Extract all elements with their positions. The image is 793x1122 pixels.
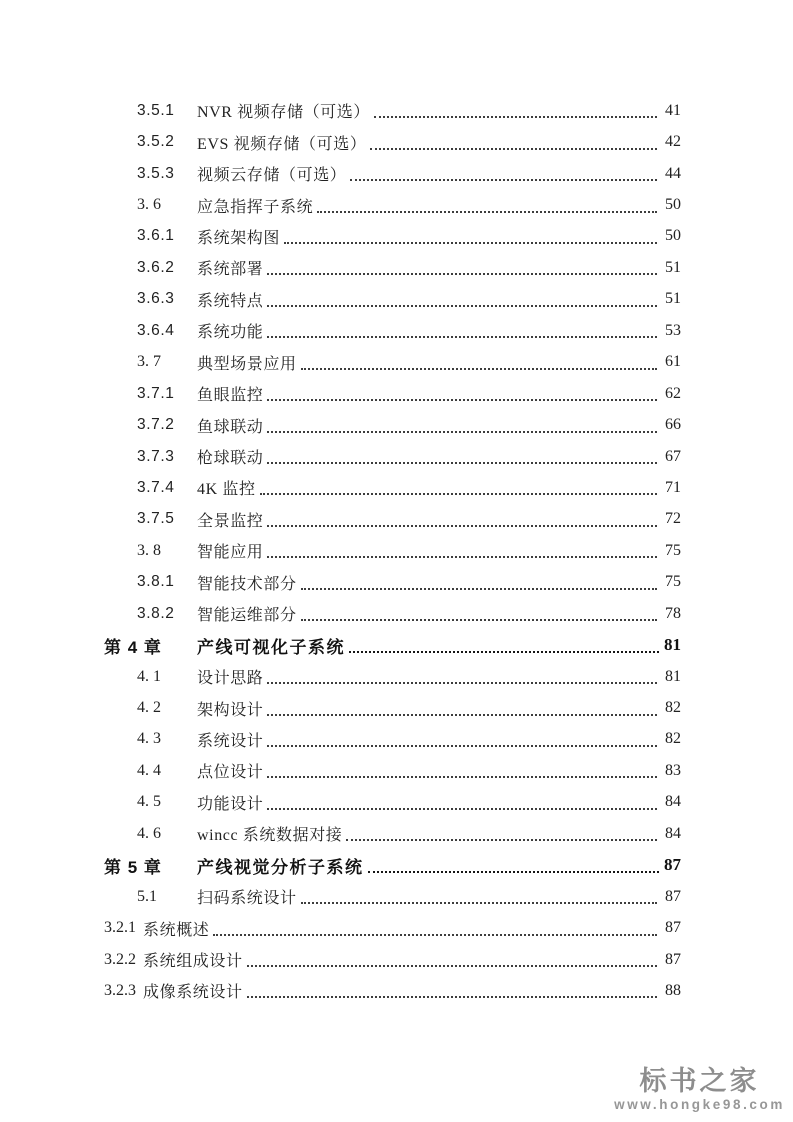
toc-entry-title: 鱼球联动 xyxy=(197,418,264,436)
toc-entry-title: 成像系统设计 xyxy=(143,984,243,1002)
watermark xyxy=(614,1067,785,1112)
dot-leader xyxy=(267,260,657,275)
toc-entry-title: 鱼眼监控 xyxy=(197,387,264,405)
toc-entry xyxy=(104,409,681,440)
dot-leader xyxy=(267,512,657,527)
toc-entry xyxy=(104,504,681,535)
toc-entry-page: 42 xyxy=(665,133,681,151)
toc-entry-page: 81 xyxy=(664,635,681,655)
dot-leader xyxy=(267,701,657,716)
toc-entry-page: 61 xyxy=(665,353,681,371)
dot-leader xyxy=(370,135,657,150)
toc-entry-page: 51 xyxy=(665,290,681,308)
dot-leader xyxy=(267,669,657,684)
toc-entry-page: 87 xyxy=(664,855,681,875)
toc-entry-title: 智能应用 xyxy=(197,544,264,562)
toc-entry xyxy=(104,221,681,252)
watermark-brand: 标书之家 xyxy=(639,1065,760,1096)
toc-entry-title: 产线视觉分析子系统 xyxy=(197,857,364,877)
toc-entry-title: NVR 视频存储（可选） xyxy=(197,104,370,122)
toc-entry xyxy=(104,252,681,283)
toc-entry-page: 71 xyxy=(665,478,681,496)
toc-entry xyxy=(104,661,681,692)
dot-leader xyxy=(267,763,657,778)
dot-leader xyxy=(247,952,657,967)
toc-entry-title: 系统部署 xyxy=(197,261,264,279)
toc-entry xyxy=(104,818,681,849)
dot-leader xyxy=(267,292,657,307)
toc-entry-title: 系统设计 xyxy=(197,732,264,750)
toc-list xyxy=(104,95,681,1007)
toc-entry-number: 3.7.3 xyxy=(137,447,175,465)
toc-entry-number: 3.2.3 xyxy=(104,981,136,999)
toc-entry-page: 78 xyxy=(665,604,681,622)
dot-leader xyxy=(267,418,657,433)
toc-entry xyxy=(104,787,681,818)
toc-entry xyxy=(104,755,681,786)
dot-leader xyxy=(267,386,657,401)
dot-leader xyxy=(301,606,657,621)
toc-entry xyxy=(104,284,681,315)
toc-entry-number: 3.7.4 xyxy=(137,478,175,496)
toc-entry-number: 3.7.5 xyxy=(137,510,175,528)
dot-leader xyxy=(350,166,657,181)
toc-entry xyxy=(104,126,681,157)
dot-leader xyxy=(317,198,657,213)
toc-entry-page: 83 xyxy=(665,761,681,779)
toc-entry-page: 84 xyxy=(665,793,681,811)
dot-leader xyxy=(301,889,657,904)
toc-entry xyxy=(104,944,681,975)
toc-entry-title: 系统特点 xyxy=(197,292,264,310)
toc-entry xyxy=(104,598,681,629)
toc-entry-page: 84 xyxy=(665,824,681,842)
toc-entry-number: 3.2.1 xyxy=(104,919,136,937)
toc-entry-title: 功能设计 xyxy=(197,795,264,813)
dot-leader xyxy=(301,355,657,370)
toc-entry-number: 3.5.1 xyxy=(137,101,175,119)
toc-entry-number: 第 4 章 xyxy=(104,637,162,657)
toc-entry-page: 88 xyxy=(665,981,681,999)
toc-entry-title: 系统功能 xyxy=(197,324,264,342)
toc-entry-page: 50 xyxy=(665,227,681,245)
toc-entry xyxy=(104,315,681,346)
toc-entry-number: 3.8.1 xyxy=(137,573,175,591)
toc-entry xyxy=(104,724,681,755)
toc-entry-number: 4. 3 xyxy=(137,730,161,748)
toc-entry-number: 4. 5 xyxy=(137,793,161,811)
toc-entry-page: 75 xyxy=(665,541,681,559)
toc-entry-number: 4. 1 xyxy=(137,667,161,685)
toc-entry-title: 系统概述 xyxy=(143,921,210,939)
toc-entry-title: 扫码系统设计 xyxy=(197,890,297,908)
toc-entry-page: 50 xyxy=(665,196,681,214)
watermark-url: www.hongke98.com xyxy=(614,1097,785,1112)
toc-entry-number: 3.6.3 xyxy=(137,290,175,308)
toc-entry-title: 应急指挥子系统 xyxy=(197,198,314,216)
toc-entry-title: 枪球联动 xyxy=(197,450,264,468)
toc-entry xyxy=(104,441,681,472)
dot-leader xyxy=(368,858,660,873)
toc-entry-page: 53 xyxy=(665,321,681,339)
dot-leader xyxy=(267,795,657,810)
toc-entry xyxy=(104,567,681,598)
dot-leader xyxy=(267,449,657,464)
toc-entry xyxy=(104,472,681,503)
toc-entry-title: 架构设计 xyxy=(197,701,264,719)
toc-entry-number: 第 5 章 xyxy=(104,857,162,877)
toc-entry-title: 系统组成设计 xyxy=(143,953,243,971)
dot-leader xyxy=(267,732,657,747)
toc-entry-page: 51 xyxy=(665,258,681,276)
toc-entry-number: 4. 2 xyxy=(137,699,161,717)
toc-entry-page: 66 xyxy=(665,416,681,434)
toc-entry-title: 产线可视化子系统 xyxy=(197,637,345,657)
toc-entry xyxy=(104,158,681,189)
toc-entry xyxy=(104,378,681,409)
toc-entry-number: 5.1 xyxy=(137,887,157,905)
toc-entry-page: 82 xyxy=(665,730,681,748)
toc-entry-title: 全景监控 xyxy=(197,512,264,530)
toc-entry-page: 87 xyxy=(665,887,681,905)
toc-entry-number: 3.6.1 xyxy=(137,227,175,245)
toc-entry-page: 41 xyxy=(665,101,681,119)
toc-entry xyxy=(104,850,681,881)
toc-entry xyxy=(104,692,681,723)
toc-entry-number: 4. 6 xyxy=(137,824,161,842)
toc-entry-page: 75 xyxy=(665,573,681,591)
dot-leader xyxy=(346,826,657,841)
toc-entry-page: 82 xyxy=(665,699,681,717)
dot-leader xyxy=(260,480,657,495)
toc-entry-number: 3.8.2 xyxy=(137,604,175,622)
toc-entry xyxy=(104,347,681,378)
toc-entry xyxy=(104,881,681,912)
dot-leader xyxy=(213,921,657,936)
dot-leader xyxy=(374,103,657,118)
toc-entry xyxy=(104,975,681,1006)
toc-entry-page: 81 xyxy=(665,667,681,685)
toc-entry-number: 3.7.2 xyxy=(137,416,175,434)
dot-leader xyxy=(247,983,657,998)
toc-entry-title: 视频云存储（可选） xyxy=(197,167,347,185)
toc-entry-number: 3.7.1 xyxy=(137,384,175,402)
toc-entry xyxy=(104,629,681,660)
toc-entry-title: 设计思路 xyxy=(197,670,264,688)
toc-entry-title: 智能运维部分 xyxy=(197,607,297,625)
toc-entry-number: 3.6.4 xyxy=(137,321,175,339)
dot-leader xyxy=(284,229,657,244)
dot-leader xyxy=(349,638,659,653)
toc-entry-title: 系统架构图 xyxy=(197,229,281,247)
toc-entry-page: 44 xyxy=(665,164,681,182)
toc-entry-page: 87 xyxy=(665,950,681,968)
toc-entry-title: 4K 监控 xyxy=(197,481,256,499)
dot-leader xyxy=(267,543,657,558)
dot-leader xyxy=(267,323,657,338)
toc-entry-title: 智能技术部分 xyxy=(197,575,297,593)
toc-entry-number: 3.6.2 xyxy=(137,258,175,276)
toc-entry-page: 62 xyxy=(665,384,681,402)
toc-entry-number: 3.2.2 xyxy=(104,950,136,968)
toc-entry-title: wincc 系统数据对接 xyxy=(197,827,343,845)
toc-entry-page: 87 xyxy=(665,919,681,937)
dot-leader xyxy=(301,575,657,590)
toc-entry-page: 67 xyxy=(665,447,681,465)
toc-entry-page: 72 xyxy=(665,510,681,528)
toc-entry xyxy=(104,535,681,566)
toc-entry-title: EVS 视频存储（可选） xyxy=(197,135,367,153)
toc-entry-number: 3.5.3 xyxy=(137,164,175,182)
toc-entry-number: 3.5.2 xyxy=(137,133,175,151)
toc-entry-number: 3. 8 xyxy=(137,541,161,559)
toc-entry-title: 点位设计 xyxy=(197,764,264,782)
toc-entry-number: 3. 6 xyxy=(137,196,161,214)
toc-entry xyxy=(104,912,681,943)
toc-entry-title: 典型场景应用 xyxy=(197,355,297,373)
toc-entry xyxy=(104,189,681,220)
toc-entry-number: 4. 4 xyxy=(137,761,161,779)
toc-entry xyxy=(104,95,681,126)
toc-entry-number: 3. 7 xyxy=(137,353,161,371)
